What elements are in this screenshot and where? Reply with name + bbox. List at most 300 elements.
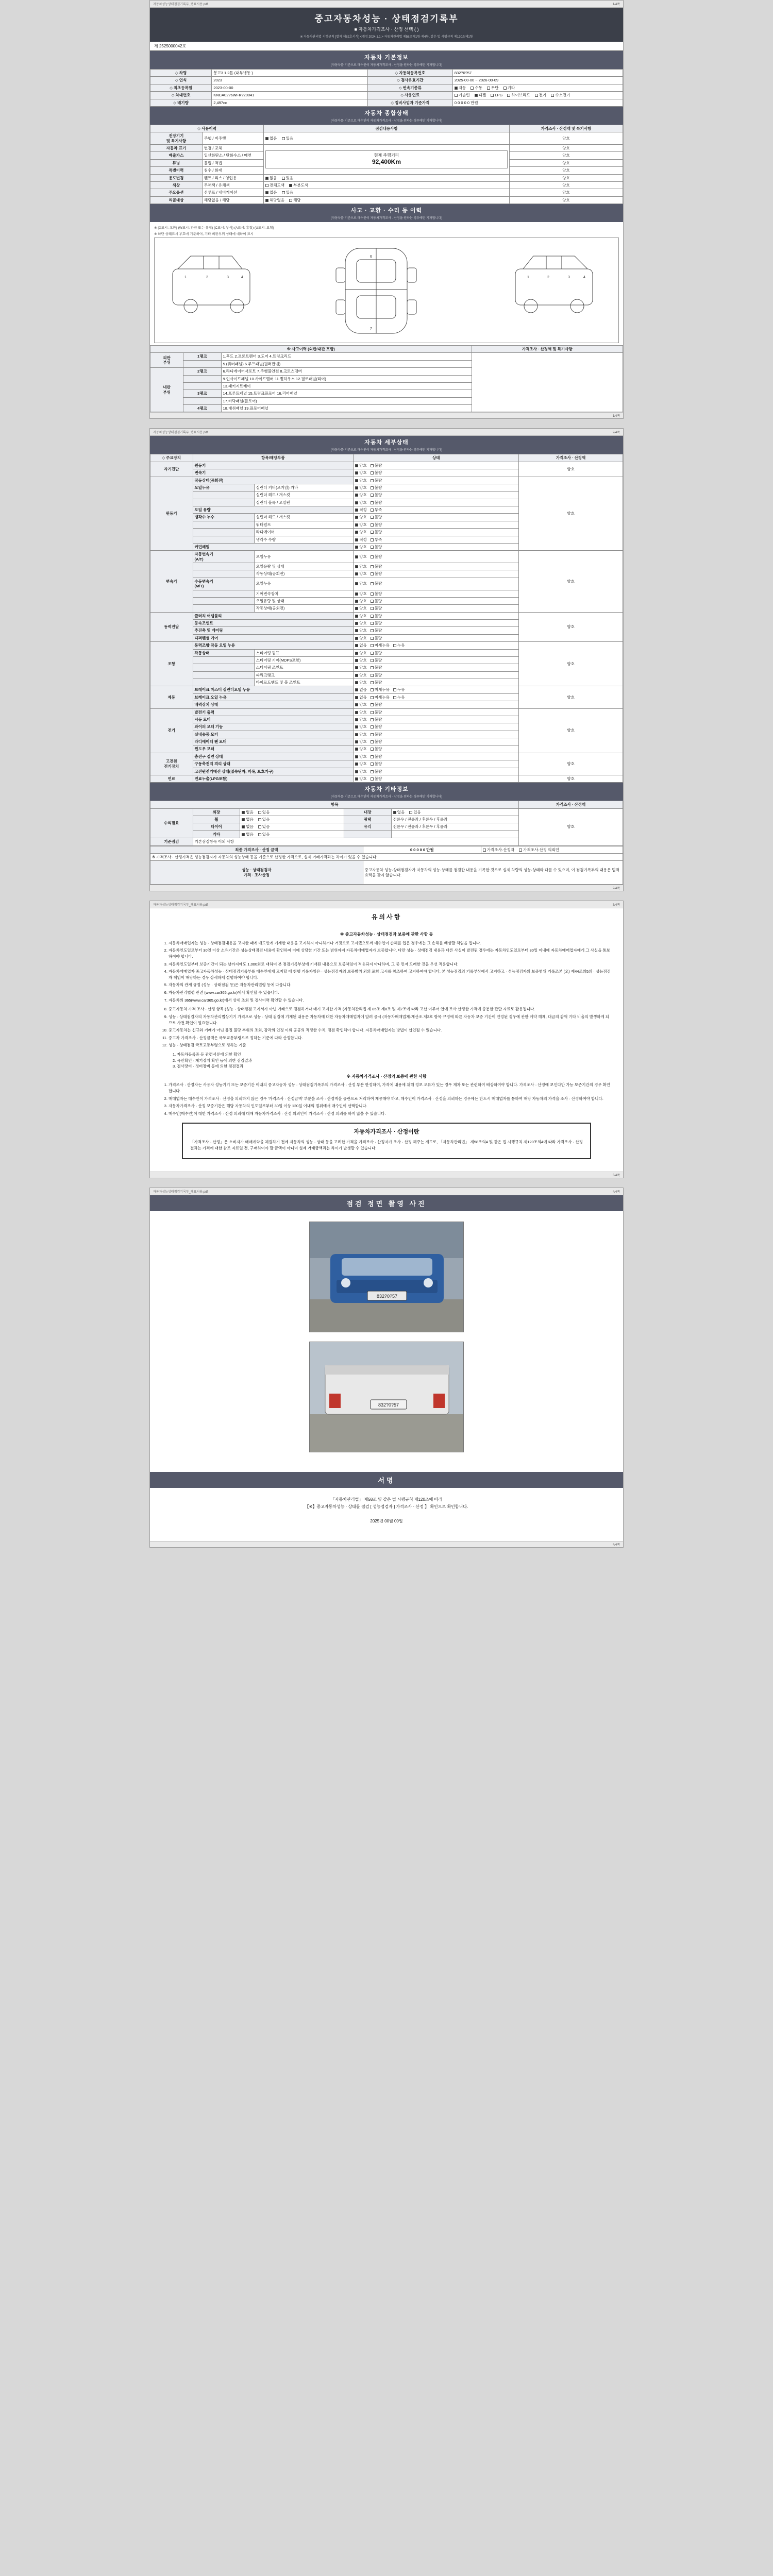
overall-8-opt-na[interactable]: 해당없음 <box>265 198 284 202</box>
detail-part-4-3 <box>193 664 254 671</box>
checkbox-icon <box>371 572 374 575</box>
detail-opts-5-2 <box>354 701 519 708</box>
overall-col-0: ◇ 사용이력 <box>150 125 264 132</box>
accident-rank-4 <box>183 375 221 382</box>
detail-opt-4-4-1[interactable]: 불량 <box>371 673 382 677</box>
accident-items-2: 5.(쿼터패널) 6.루프패널(필러판넬) <box>221 360 472 367</box>
document-subnote: ※ 자동차관리법 시행규칙 [별지 제82호서식] <개정 2024.1.1.> 자동차관리법 제58조제1항·제4항, 같은 법 시행규칙 제120조제1항 <box>300 36 473 39</box>
notice-sublist <box>173 1052 612 1070</box>
detail-opt-1-4-0[interactable]: 적정 <box>355 507 367 512</box>
detail-opt-4-0-0[interactable]: 없음 <box>355 643 367 648</box>
detail-opt-6-4-1[interactable]: 불량 <box>371 739 382 744</box>
checkbox-icon <box>371 464 374 467</box>
detail-opt-4-2-1[interactable]: 불량 <box>371 658 382 663</box>
document-title-block <box>150 8 623 42</box>
etc-0a-opt-yes[interactable]: 있음 <box>258 810 270 815</box>
table-row <box>150 846 623 853</box>
etc-0b-opt-yes[interactable]: 있음 <box>409 810 421 815</box>
detail-opt-5-2-0[interactable]: 양호 <box>355 702 367 707</box>
detail-opts-8-0 <box>354 775 519 782</box>
checkbox-icon <box>282 137 285 140</box>
etc-3a-opt-none[interactable]: 없음 <box>242 832 254 837</box>
detail-opt-3-1-1[interactable]: 불량 <box>371 621 382 625</box>
etc-row-3-a-opts <box>240 831 344 838</box>
detail-opt-6-3-1[interactable]: 불량 <box>371 732 382 737</box>
detail-opt-1-8-1[interactable]: 부족 <box>371 537 382 542</box>
detail-opt-1-1-0[interactable]: 양호 <box>355 485 367 490</box>
checkbox-icon <box>371 762 374 766</box>
notice-sub-1: 2. 육안확인 · 계기장치 확인 등에 의한 점검결과 <box>173 1058 252 1063</box>
detail-opt-2-6-0[interactable]: 양호 <box>355 606 367 611</box>
photo-rear-plate: 832?0?57 <box>378 1402 399 1408</box>
notice-item-1-0: 1. 자동차매매업자는 성능 · 상태점검내용을 고지한 때에 매도인에 기재한 내용을 고지하지 아니하거나 거짓으로 고지했으로써 매수인이 손해를 입은 경우에는 그 손해를 배상할 책임을 집니다. <box>169 940 612 946</box>
overall-8-opt-yes[interactable]: 해당 <box>289 198 301 202</box>
etc-row-2-b: 유리 <box>344 823 391 831</box>
notice-list-3 <box>169 1082 612 1116</box>
table-row <box>150 808 623 816</box>
notice-section-1-title: ※ 중고자동차성능 · 상태점검과 보증에 관한 사항 등 <box>340 932 433 937</box>
accident-items-5: 13.패키지트레이 <box>221 382 472 389</box>
overall-row-6-opts <box>264 181 510 189</box>
detail-opt-1-9-0[interactable]: 양호 <box>355 545 367 549</box>
overall-row-7-name: 주요옵션 <box>150 189 203 196</box>
checkbox-icon <box>491 94 494 97</box>
table-row <box>150 642 623 649</box>
table-row <box>150 477 623 484</box>
checkbox-icon <box>355 674 358 677</box>
overall-5-opt-yes[interactable]: 있음 <box>282 176 294 180</box>
detail-opt-5-1-1[interactable]: 미세누유 <box>371 695 390 700</box>
checkbox-icon <box>371 733 374 736</box>
trans-opt-manual[interactable]: 수동 <box>470 86 482 90</box>
checkbox-icon <box>355 733 358 736</box>
inspection-value: 2025-00-00 ~ 2026-00-09 <box>452 77 623 84</box>
overall-row-1-detail: 변경 / 교체 <box>202 145 263 152</box>
checkbox-icon <box>355 615 358 618</box>
svg-text:2: 2 <box>206 276 208 279</box>
checkbox-icon <box>409 811 412 814</box>
notice-sub-0: 1. 자동차등록증 등 관련서류에 의한 확인 <box>173 1052 241 1057</box>
notice-item-2-2: 10. 중고자동차는 신규와 거래가 아닌 품질 불량 부위의 조회, 감각의 인정 이외 공공의 적정한 수치, 점검 확인해야 합니다. 자동차매매업자는 방법이 삽인될 수 있습니다. <box>169 1027 612 1033</box>
checkbox-icon <box>371 777 374 781</box>
detail-group-5: 제동 <box>150 686 193 708</box>
detail-note-1: 양호 <box>519 477 623 551</box>
checkbox-icon <box>371 740 374 743</box>
detail-opt-4-3-0[interactable]: 양호 <box>355 665 367 670</box>
detail-opt-6-0-0[interactable]: 양호 <box>355 710 367 715</box>
etc-1a-opt-none[interactable]: 없음 <box>242 817 254 822</box>
detail-sub-4-2: 스티어링 기어(MDPS포함) <box>254 656 354 664</box>
checkbox-icon <box>371 607 374 610</box>
notice-item-3-1: 2. 매매업자는 매수인이 가격조사 · 산정을 의뢰하지 않은 경우 '가격조사 · 산정금액' 부분을 조사 · 산정액을 공란으로 처리하여 제공해야 하고, 매수인이 가격조사 · 산정을 의뢰하는 경우에는 반드시 매매업자를 통하여 해당 자동차의 가격을 조사 · 산정하여야 합니다. <box>169 1096 612 1102</box>
accident-rank-8: 4랭크 <box>183 405 221 412</box>
detail-opt-1-0-0[interactable]: 양호 <box>355 478 367 483</box>
checkbox-icon <box>519 849 522 852</box>
checkbox-icon <box>355 770 358 773</box>
overall-row-6-note: 양호 <box>509 181 623 189</box>
photo-front <box>309 1222 464 1332</box>
overall-col-2: 점검내용사항 <box>264 125 510 132</box>
detail-opt-1-3-0[interactable]: 양호 <box>355 500 367 505</box>
detail-sub-4-4: 파워크랭크 <box>254 671 354 679</box>
detail-opt-2-6-1[interactable]: 불량 <box>371 606 382 611</box>
notice-section-2-title: ※ 자동차가격조사 · 산정의 보증에 관한 사항 <box>346 1074 427 1079</box>
detail-opt-5-1-2[interactable]: 누유 <box>393 695 405 700</box>
detail-opts-1-4 <box>354 506 519 514</box>
vin-value: KNCA02?6WFK?20041 <box>212 92 368 99</box>
etc-col-0: 항목 <box>150 801 519 808</box>
checkbox-icon <box>265 199 268 202</box>
detail-opts-5-1 <box>354 693 519 701</box>
page-3-bottom-bar: 3/4쪽 <box>150 1172 623 1178</box>
etc-0a-opt-none[interactable]: 없음 <box>242 810 254 815</box>
detail-opt-2-3-1[interactable]: 불량 <box>371 581 382 586</box>
table-row <box>150 132 623 145</box>
detail-opts-1-8 <box>354 536 519 543</box>
detail-opt-2-5-1[interactable]: 불량 <box>371 599 382 603</box>
detail-opt-0-0-1[interactable]: 불량 <box>371 463 382 468</box>
detail-part-1-9: 커먼레일 <box>193 543 354 550</box>
table-row <box>150 612 623 619</box>
detail-opt-1-2-0[interactable]: 양호 <box>355 493 367 497</box>
detail-opt-6-2-1[interactable]: 불량 <box>371 724 382 729</box>
detail-opt-7-2-0[interactable]: 양호 <box>355 769 367 774</box>
checkbox-icon <box>355 501 358 504</box>
detail-opt-5-0-0[interactable]: 없음 <box>355 687 367 692</box>
detail-part-5-1: 브레이크 오일 누유 <box>193 693 354 701</box>
detail-opt-6-1-0[interactable]: 양호 <box>355 717 367 722</box>
table-row <box>150 753 623 760</box>
detail-opt-2-2-1[interactable]: 불량 <box>371 571 382 576</box>
detail-opt-4-0-1[interactable]: 미세누유 <box>371 643 390 648</box>
checkbox-icon <box>371 622 374 625</box>
detail-opts-4-5 <box>354 679 519 686</box>
checkbox-icon <box>265 191 268 194</box>
detail-opt-2-1-1[interactable]: 불량 <box>371 564 382 569</box>
detail-sub-4-5: 타이로드엔드 및 볼 조인트 <box>254 679 354 686</box>
detail-opt-1-5-0[interactable]: 양호 <box>355 515 367 519</box>
detail-opts-6-3 <box>354 731 519 738</box>
table-row <box>150 462 623 469</box>
checkbox-icon <box>258 825 261 828</box>
page-2 <box>149 428 624 891</box>
detail-opt-1-5-1[interactable]: 불량 <box>371 515 382 519</box>
detail-opt-0-1-0[interactable]: 양호 <box>355 470 367 475</box>
overall-0-opt-none[interactable]: 없음 <box>265 136 277 141</box>
detail-opts-6-1 <box>354 716 519 723</box>
detail-opt-4-4-0[interactable]: 양호 <box>355 673 367 677</box>
final-opt-client[interactable]: 가격조사·산정 의뢰인 <box>519 848 559 852</box>
detail-part-2-3: 수동변속기 (M/T) <box>193 578 254 590</box>
page-3 <box>149 901 624 1178</box>
detail-part-6-1: 시동 모터 <box>193 716 354 723</box>
detail-part-1-7 <box>193 529 254 536</box>
detail-opt-2-0-0[interactable]: 양호 <box>355 554 367 559</box>
detail-opt-6-1-1[interactable]: 불량 <box>371 717 382 722</box>
overall-6-opt-full[interactable]: 전체도색 <box>265 183 284 188</box>
detail-opt-0-1-1[interactable]: 불량 <box>371 470 382 475</box>
checkbox-icon <box>371 688 374 691</box>
detail-opts-2-0 <box>354 551 519 563</box>
overall-7-opt-none[interactable]: 없음 <box>265 190 277 195</box>
detail-part-1-8 <box>193 536 254 543</box>
detail-part-6-3: 실내송풍 모터 <box>193 731 354 738</box>
detail-opt-5-0-1[interactable]: 미세누유 <box>371 687 390 692</box>
detail-opt-7-0-1[interactable]: 불량 <box>371 754 382 759</box>
checkbox-icon <box>242 825 245 828</box>
trans-opt-other[interactable]: 기타 <box>503 86 515 90</box>
etc-2a-opt-yes[interactable]: 있음 <box>258 824 270 829</box>
overall-5-opt-none[interactable]: 없음 <box>265 176 277 180</box>
detail-opt-2-0-1[interactable]: 불량 <box>371 554 382 559</box>
fuel-opt-ev[interactable]: 전기 <box>535 93 547 97</box>
detail-opt-3-2-1[interactable]: 불량 <box>371 628 382 633</box>
overall-row-8-opts <box>264 196 510 204</box>
table-row <box>150 708 623 716</box>
detail-opt-1-7-0[interactable]: 양호 <box>355 530 367 534</box>
checkbox-icon <box>393 688 396 691</box>
overall-row-5-name: 용도변경 <box>150 174 203 181</box>
checkbox-icon <box>371 479 374 482</box>
svg-text:6: 6 <box>370 255 372 259</box>
checkbox-icon <box>355 471 358 474</box>
detail-opt-4-1-1[interactable]: 불량 <box>371 651 382 655</box>
fuel-opt-lpg[interactable]: LPG <box>491 93 502 97</box>
checkbox-icon <box>483 849 486 852</box>
notice-item-3-0: 1. 가격조사 · 산정자는 사용자 성능기기 또는 보증기간 이내의 중고자동차 성능 · 상태점검기록부의 가격조사 · 산정 부분 한정하여, 가격에 내용에 위해 정보 오류가 있는 경우 재차 또는 관련하여 배상하여야 합니다. 가격조사 · 산정에 보인다만 가능 보존기간의 경우 확인합니다. <box>169 1082 612 1094</box>
etc-base-label: 기준점검 <box>150 838 193 845</box>
trans-opt-auto[interactable]: 자동 <box>455 86 466 90</box>
notice-item-1-2: 3. 자동차인도일부터 보증기간이 되는 날까지에도 1,000회로 대하여 본 점검기록부상에 기재된 내용으로 보증책임이 적용되지 아니하며, 그 중 먼저 도래한 것을 우선 적용합니다. <box>169 961 612 968</box>
detail-opt-3-2-0[interactable]: 양호 <box>355 628 367 633</box>
notice-item-1-5: 6. 자동차관리법령 관련 (www.car365.go.kr)에서 확인할 수 있습니다. <box>169 990 612 996</box>
checkbox-icon <box>371 555 374 558</box>
checkbox-icon <box>371 538 374 541</box>
detail-opt-1-6-0[interactable]: 양호 <box>355 522 367 527</box>
detail-opt-4-3-1[interactable]: 불량 <box>371 665 382 670</box>
detail-opt-7-1-1[interactable]: 불량 <box>371 761 382 766</box>
final-checkopts <box>481 846 623 853</box>
detail-part-3-0: 클러치 어셈블리 <box>193 612 354 619</box>
svg-text:7: 7 <box>370 327 372 331</box>
detail-opts-4-3 <box>354 664 519 671</box>
checkbox-icon <box>371 471 374 474</box>
detail-opt-2-5-0[interactable]: 양호 <box>355 599 367 603</box>
page-3-top-bar <box>150 901 623 908</box>
svg-text:3: 3 <box>568 276 570 279</box>
table-row <box>150 861 623 885</box>
fuel-opt-hybrid[interactable]: 하이브리드 <box>507 93 530 97</box>
detail-sub-2-3: 오일누유 <box>254 578 354 590</box>
car-diagram-svg <box>155 238 618 343</box>
detail-opt-1-0-1[interactable]: 불량 <box>371 478 382 483</box>
detail-opt-6-5-1[interactable]: 불량 <box>371 747 382 751</box>
detail-opt-1-8-0[interactable]: 적정 <box>355 537 367 542</box>
detail-note-8: 양호 <box>519 775 623 782</box>
trans-opt-cvt[interactable]: 무단 <box>487 86 499 90</box>
detail-part-1-6 <box>193 521 254 528</box>
final-title: 최종 가격조사 · 산정 금액 <box>150 846 363 853</box>
notice-list-1 <box>169 940 612 1004</box>
notice-item-3-2: 3. 자동차가격조사 · 산정 보증기간은 해당 자동차의 인도일로부터 30일 이상 120일 이내의 범위에서 매수인이 선택합니다. <box>169 1103 612 1109</box>
detail-opt-3-0-0[interactable]: 양호 <box>355 614 367 618</box>
checkbox-icon <box>355 572 358 575</box>
svg-text:4: 4 <box>241 276 243 279</box>
detail-opt-0-0-0[interactable]: 양호 <box>355 463 367 468</box>
checkbox-icon <box>242 833 245 836</box>
detail-opt-4-5-1[interactable]: 불량 <box>371 680 382 685</box>
fuel-opt-gasoline[interactable]: 가솔린 <box>455 93 470 97</box>
detail-opt-2-3-0[interactable]: 양호 <box>355 581 367 586</box>
detail-opts-6-5 <box>354 745 519 753</box>
checkbox-icon <box>371 770 374 773</box>
detail-opt-3-0-1[interactable]: 불량 <box>371 614 382 618</box>
detail-part-6-5: 윈도우 모터 <box>193 745 354 753</box>
final-signer-1: 가격 · 조사산정 <box>243 872 270 877</box>
accident-rank-7 <box>183 397 221 404</box>
table-row <box>150 775 623 782</box>
section-basic-subhead: (자동차를 기준으로 매수인이 자동차가격조사 · 산정을 원하는 경우에만 기재합니다) <box>150 62 623 69</box>
checkbox-icon <box>355 523 358 527</box>
detail-opt-4-5-0[interactable]: 양호 <box>355 680 367 685</box>
detail-opt-1-9-1[interactable]: 불량 <box>371 545 382 549</box>
checkbox-icon <box>355 681 358 684</box>
notice-item-2-4: 12. 성능 · 상태점검 국토교통부령으로 정하는 기준 <box>169 1042 612 1048</box>
checkbox-icon <box>371 531 374 534</box>
table-header-row <box>150 801 623 808</box>
final-amount: 0 0 0 0 0 만원 <box>363 846 481 853</box>
detail-opt-1-1-1[interactable]: 불량 <box>371 485 382 490</box>
table-row <box>150 196 623 204</box>
detail-part-7-2: 고전원전기배선 상태(접속단자, 피복, 보호기구) <box>193 768 354 775</box>
final-opt-assessor[interactable]: 가격조사·산정자 <box>483 848 514 852</box>
inspection-label: ◇ 검사유효기간 <box>367 77 452 84</box>
detail-sub-1-1: 실린더 커버(로커암) 카바 <box>254 484 354 491</box>
detail-opt-5-2-1[interactable]: 불량 <box>371 702 382 707</box>
detail-opt-6-3-0[interactable]: 양호 <box>355 732 367 737</box>
detail-opt-6-0-1[interactable]: 불량 <box>371 710 382 715</box>
etc-3a-opt-yes[interactable]: 있음 <box>258 832 270 837</box>
overall-row-1-note: 양호 <box>509 145 623 152</box>
detail-part-0-1: 변속기 <box>193 469 354 477</box>
detail-opt-3-3-1[interactable]: 불량 <box>371 636 382 640</box>
section-accident-subhead: (자동차를 기준으로 매수인이 자동차가격조사 · 산정을 원하는 경우에만 기재합니다) <box>150 215 623 222</box>
detail-opt-8-0-1[interactable]: 불량 <box>371 776 382 781</box>
notice-item-1-6: 7. 자동차의 365(www.car365.go.kr)에서 상세 조회 및 검사이력 확인할 수 있습니다. <box>169 997 612 1004</box>
fuel-opt-hydrogen[interactable]: 수소전기 <box>551 93 570 97</box>
detail-part-3-1: 등속조인트 <box>193 620 354 627</box>
etc-1a-opt-yes[interactable]: 있음 <box>258 817 270 822</box>
overall-row-6-name: 색상 <box>150 181 203 189</box>
detail-opt-3-3-0[interactable]: 양호 <box>355 636 367 640</box>
detail-opt-1-4-1[interactable]: 부족 <box>371 507 382 512</box>
detail-opt-5-1-0[interactable]: 없음 <box>355 695 367 700</box>
detail-opt-6-4-0[interactable]: 양호 <box>355 739 367 744</box>
overall-row-5-detail: 렌트 / 리스 / 영업용 <box>202 174 263 181</box>
detail-opt-1-3-1[interactable]: 불량 <box>371 500 382 505</box>
detail-opt-6-2-0[interactable]: 양호 <box>355 724 367 729</box>
checkbox-icon <box>455 94 458 97</box>
checkbox-icon <box>355 688 358 691</box>
detail-opt-8-0-0[interactable]: 양호 <box>355 776 367 781</box>
checkbox-icon <box>371 523 374 527</box>
checkbox-icon <box>242 811 245 814</box>
overall-6-opt-partial[interactable]: 부분도색 <box>289 183 308 188</box>
detail-part-2-4 <box>193 590 254 597</box>
checkbox-icon <box>371 546 374 549</box>
overall-row-8-detail: 해당없음 / 해당 <box>202 196 263 204</box>
detail-opt-5-0-2[interactable]: 누유 <box>393 687 405 692</box>
basic-info-table <box>150 69 623 107</box>
detail-part-6-4: 라디에이터 팬 모터 <box>193 738 354 745</box>
checkbox-icon <box>371 615 374 618</box>
etc-2a-opt-none[interactable]: 없음 <box>242 824 254 829</box>
page-4-bottom-bar: 4/4쪽 <box>150 1541 623 1547</box>
checkbox-icon <box>355 644 358 647</box>
detail-opt-1-2-1[interactable]: 불량 <box>371 493 382 497</box>
detail-opts-6-0 <box>354 708 519 716</box>
detail-part-4-4 <box>193 671 254 679</box>
detail-opt-3-1-0[interactable]: 양호 <box>355 621 367 625</box>
section-overall-head: 자동차 종합상태 <box>150 107 623 118</box>
detail-opt-4-0-2[interactable]: 누유 <box>393 643 405 648</box>
detail-opt-2-4-1[interactable]: 불량 <box>371 591 382 596</box>
trans-value <box>452 84 623 91</box>
etc-row-1-b: 광택 <box>344 816 391 823</box>
signature-body <box>150 1488 623 1541</box>
detail-opt-7-1-0[interactable]: 양호 <box>355 761 367 766</box>
overall-row-8-name: 리콜대상 <box>150 196 203 204</box>
signature-line-2: 【※】중고자동차성능 · 상태를 점검 [ 성능점검자 ] 가격조사 · 산정 】 확인으로 확인합니다. <box>305 1504 468 1510</box>
detail-opt-2-1-0[interactable]: 양호 <box>355 564 367 569</box>
checkbox-icon <box>371 748 374 751</box>
fuel-opt-diesel[interactable]: 디젤 <box>475 93 486 97</box>
etc-row-2-a-opts <box>240 823 344 831</box>
checkbox-icon <box>355 565 358 568</box>
first-reg-value: 2023-00-00 <box>212 84 368 91</box>
page-3-pagenum: 3/4쪽 <box>612 904 620 907</box>
detail-part-4-5 <box>193 679 254 686</box>
detail-opt-2-4-0[interactable]: 양호 <box>355 591 367 596</box>
detail-opt-4-2-0[interactable]: 양호 <box>355 658 367 663</box>
etc-row-1-a: 휠 <box>193 816 240 823</box>
table-row <box>150 145 623 152</box>
detail-opt-1-7-1[interactable]: 불량 <box>371 530 382 534</box>
detail-opts-2-6 <box>354 605 519 612</box>
detail-opt-7-0-0[interactable]: 양호 <box>355 754 367 759</box>
detail-opts-6-4 <box>354 738 519 745</box>
accident-rank-6: 3랭크 <box>183 390 221 397</box>
table-row <box>150 353 623 360</box>
detail-opt-7-2-1[interactable]: 불량 <box>371 769 382 774</box>
checkbox-icon <box>355 652 358 655</box>
detail-opts-3-0 <box>354 612 519 619</box>
checkbox-icon <box>371 582 374 585</box>
detail-part-1-2 <box>193 492 254 499</box>
overall-7-opt-yes[interactable]: 있음 <box>282 190 294 195</box>
page-1-pagenum: 1/4쪽 <box>612 3 620 6</box>
detail-opt-6-5-0[interactable]: 양호 <box>355 747 367 751</box>
photo-rear-svg <box>310 1342 464 1452</box>
detail-opt-2-2-0[interactable]: 양호 <box>355 571 367 576</box>
overall-0-opt-yes[interactable]: 있음 <box>282 136 294 141</box>
detail-opt-4-1-0[interactable]: 양호 <box>355 651 367 655</box>
detail-opt-1-6-1[interactable]: 불량 <box>371 522 382 527</box>
page-2-pagenum: 2/4쪽 <box>612 431 620 435</box>
detail-part-2-1 <box>193 563 254 570</box>
etc-0b-opt-none[interactable]: 없음 <box>393 810 405 815</box>
checkbox-icon <box>455 87 458 90</box>
